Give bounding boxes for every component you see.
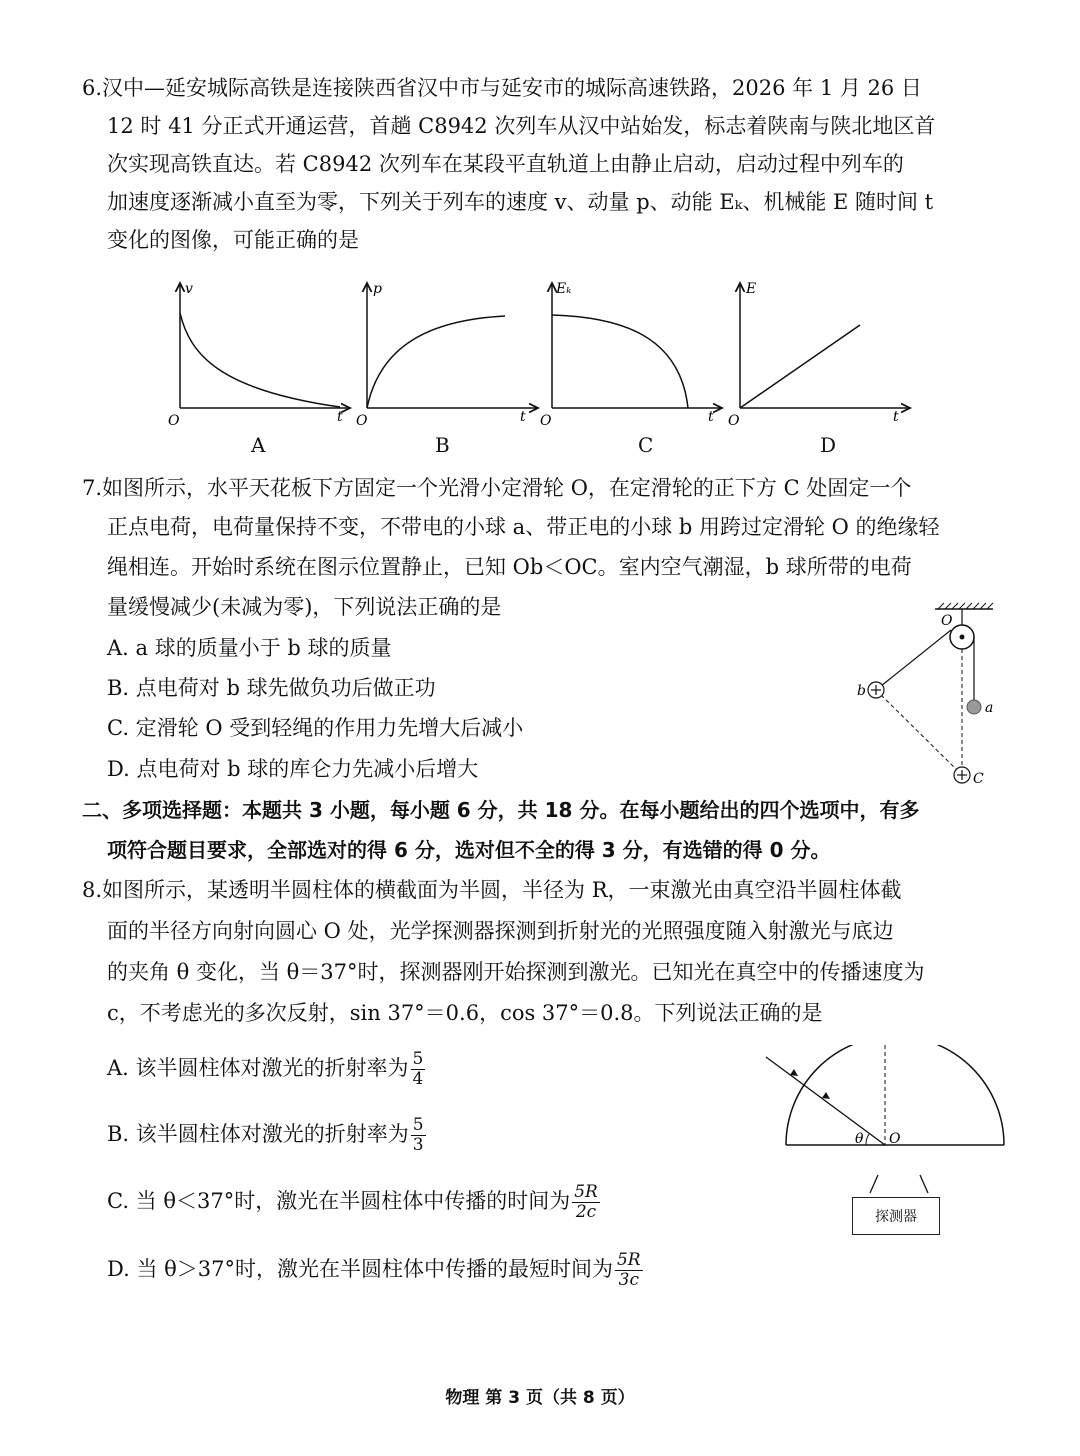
laser-arrow-2 bbox=[822, 1092, 830, 1099]
graph-a bbox=[168, 281, 350, 429]
graph-c-label: C bbox=[638, 433, 654, 457]
graph-c-yaxis: Eₖ bbox=[556, 281, 572, 297]
q7-line-1: 7.如图所示，水平天花板下方固定一个光滑小定滑轮 O，在定滑轮的正下方 C 处固定一个 bbox=[82, 476, 912, 500]
q8-line-3: 的夹角 θ 变化，当 θ＝37°时，探测器刚开始探测到激光。已知光在真空中的传播速度为 bbox=[107, 960, 925, 984]
q8-option-d-den: 3c bbox=[618, 1270, 639, 1290]
graph-a-yaxis: v bbox=[185, 281, 193, 297]
q8-line-1: 8.如图所示，某透明半圆柱体的横截面为半圆，半径为 R，一束激光由真空沿半圆柱体截 bbox=[82, 878, 902, 902]
q8-figure bbox=[760, 1045, 1030, 1205]
q8-option-b-text: B. 该半圆柱体对激光的折射率为 bbox=[107, 1122, 409, 1146]
q8-option-c-num: 5R bbox=[574, 1182, 598, 1202]
q8-line-4: c，不考虑光的多次反射，sin 37°＝0.6，cos 37°＝0.8。下列说法正确的是 bbox=[107, 1001, 823, 1025]
q8-option-c bbox=[107, 1183, 602, 1222]
q8-option-a-num: 5 bbox=[412, 1049, 424, 1069]
graph-a-xaxis: t bbox=[337, 409, 343, 425]
laser-beam bbox=[766, 1057, 885, 1145]
q7-option-c: C. 定滑轮 O 受到轻绳的作用力先增大后减小 bbox=[107, 716, 524, 740]
laser-arrow-1 bbox=[790, 1069, 798, 1076]
graph-c bbox=[540, 281, 722, 429]
q8-option-b bbox=[107, 1116, 428, 1155]
rope-b bbox=[876, 630, 951, 690]
q8-line-2: 面的半径方向射向圆心 O 处，光学探测器探测到折射光的光照强度随入射激光与底边 bbox=[107, 919, 894, 943]
q7-line-4: 量缓慢减少(未减为零)，下列说法正确的是 bbox=[107, 595, 502, 619]
q7-figure bbox=[845, 595, 1015, 795]
q6-line-4: 加速度逐渐减小直至为零，下列关于列车的速度 v、动量 p、动能 Eₖ、机械能 E 随时间 t bbox=[107, 190, 934, 214]
graph-b-yaxis: p bbox=[373, 281, 382, 297]
q7-option-a: A. a 球的质量小于 b 球的质量 bbox=[107, 636, 392, 660]
semicircle-arc bbox=[786, 1045, 1004, 1145]
q7-line-3: 绳相连。开始时系统在图示位置静止，已知 Ob＜OC。室内空气潮湿，b 球所带的电荷 bbox=[107, 555, 912, 579]
label-theta: θ bbox=[855, 1131, 864, 1147]
q6-line-2: 12 时 41 分正式开通运营，首趟 C8942 次列车从汉中站始发，标志着陕南与陕北地区首 bbox=[107, 114, 936, 138]
label-b: b bbox=[857, 683, 866, 699]
graph-a-label: A bbox=[251, 433, 266, 457]
graph-d-line bbox=[740, 325, 860, 408]
q7-option-b: B. 点电荷对 b 球先做负功后做正功 bbox=[107, 676, 436, 700]
q8-option-d-text: D. 当 θ＞37°时，激光在半圆柱体中传播的最短时间为 bbox=[107, 1257, 613, 1281]
graph-d-origin: O bbox=[728, 413, 740, 429]
section2-line-2: 项符合题目要求，全部选对的得 6 分，选对但不全的得 3 分，有选错的得 0 分。 bbox=[107, 838, 831, 862]
graph-a-origin: O bbox=[168, 413, 180, 429]
q8-option-a bbox=[107, 1050, 427, 1089]
graph-d bbox=[728, 281, 910, 429]
label-o: O bbox=[941, 613, 953, 629]
q8-option-b-num: 5 bbox=[412, 1115, 424, 1135]
section2-line-1: 二、多项选择题：本题共 3 小题，每小题 6 分，共 18 分。在每小题给出的四个选项中，有多 bbox=[82, 798, 920, 822]
graph-d-xaxis: t bbox=[893, 409, 899, 425]
graph-b-xaxis: t bbox=[520, 409, 526, 425]
detector-box: 探测器 bbox=[852, 1197, 940, 1235]
q6-line-5: 变化的图像，可能正确的是 bbox=[107, 228, 359, 252]
q8-option-c-den: 2c bbox=[575, 1202, 597, 1222]
graph-a-curve bbox=[180, 313, 340, 407]
q6-graphs bbox=[160, 275, 920, 460]
dashed-bc bbox=[876, 690, 962, 775]
q8-option-d bbox=[107, 1251, 645, 1290]
graph-b-origin: O bbox=[356, 413, 368, 429]
label-c: C bbox=[973, 771, 984, 787]
q8-option-b-den: 3 bbox=[412, 1135, 424, 1155]
graph-b-curve bbox=[367, 316, 505, 408]
page-footer: 物理 第 3 页（共 8 页） bbox=[445, 1388, 635, 1408]
ball-a bbox=[967, 700, 981, 714]
graph-c-curve bbox=[552, 315, 688, 408]
label-a: a bbox=[985, 700, 994, 716]
graph-d-yaxis: E bbox=[746, 281, 757, 297]
graph-c-xaxis: t bbox=[708, 409, 714, 425]
q6-line-3: 次实现高铁直达。若 C8942 次列车在某段平直轨道上由静止启动，启动过程中列车的 bbox=[107, 152, 904, 176]
label-o-center: O bbox=[889, 1131, 901, 1147]
q6-line-1: 6.汉中—延安城际高铁是连接陕西省汉中市与延安市的城际高速铁路，2026 年 1 月 26 日 bbox=[82, 76, 922, 100]
q8-option-c-text: C. 当 θ＜37°时，激光在半圆柱体中传播的时间为 bbox=[107, 1189, 571, 1213]
graph-d-label: D bbox=[820, 433, 837, 457]
q8-option-a-den: 4 bbox=[412, 1069, 424, 1089]
q8-option-d-num: 5R bbox=[616, 1250, 641, 1270]
q7-option-d: D. 点电荷对 b 球的库仑力先减小后增大 bbox=[107, 757, 479, 781]
graph-b-label: B bbox=[435, 433, 450, 457]
q7-line-2: 正点电荷，电荷量保持不变，不带电的小球 a、带正电的小球 b 用跨过定滑轮 O 的绝缘轻 bbox=[107, 515, 940, 539]
q8-option-a-text: A. 该半圆柱体对激光的折射率为 bbox=[107, 1056, 409, 1080]
graph-c-origin: O bbox=[540, 413, 552, 429]
graph-b bbox=[356, 281, 538, 429]
